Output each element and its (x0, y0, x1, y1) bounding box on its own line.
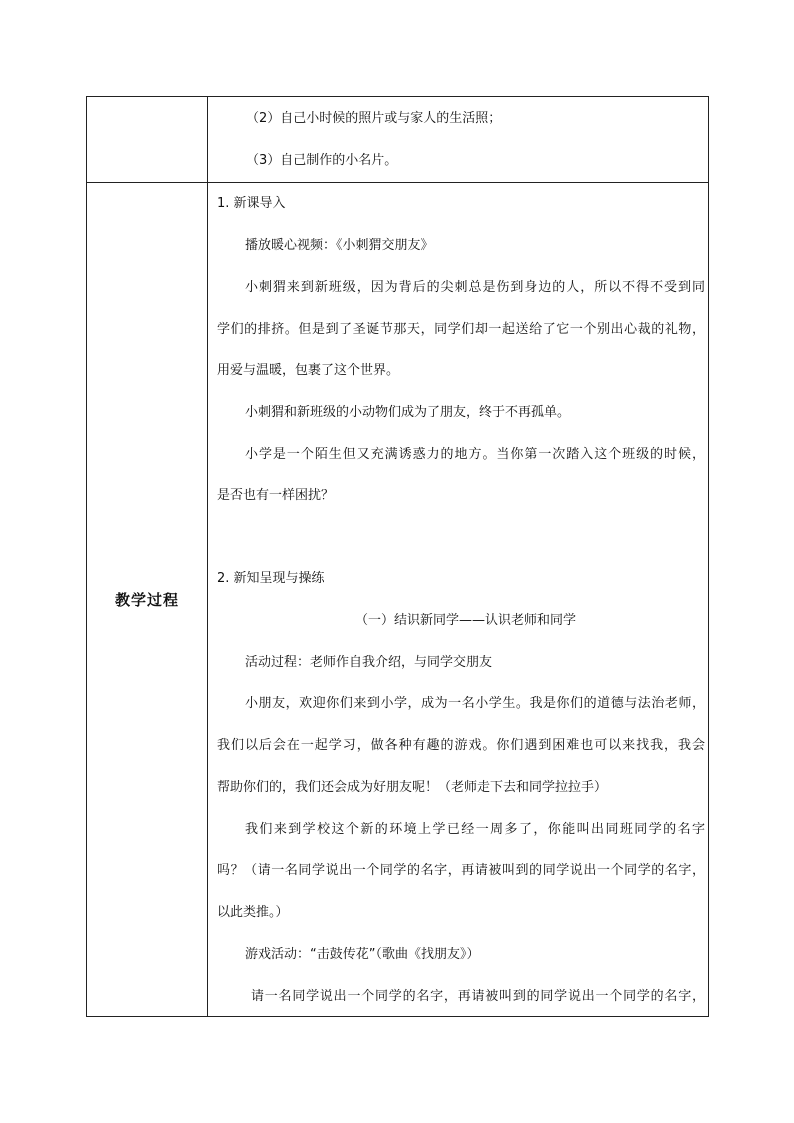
teaching-process-label-cell (87, 183, 208, 1017)
material-item-3: （3）自己制作的小名片。 (246, 153, 398, 168)
video-line: 播放暖心视频：《小刺猬交朋友》 (245, 238, 434, 253)
paragraph-line: 是否也有一样困扰？ (217, 488, 335, 503)
paragraph-line: 我们来到学校这个新的环境上学已经一周多了，你能叫出同班同学的名字 (245, 822, 705, 837)
materials-label-cell (87, 97, 208, 183)
paragraph-line: 吗？（请一名同学说出一个同学的名字，再请被叫到的同学说出一个同学的名字， (217, 863, 705, 878)
materials-row (87, 97, 709, 183)
teaching-process-content-cell (208, 183, 709, 1017)
paragraph-line: 小刺猬和新班级的小动物们成为了朋友，终于不再孤单。 (245, 405, 571, 420)
teaching-process-label: 教学过程 (114, 591, 179, 609)
paragraph-line: 请一名同学说出一个同学的名字，再请被叫到的同学说出一个同学的名字， (251, 989, 705, 1004)
paragraph-line: 我们以后会在一起学习，做各种有趣的游戏。你们遇到困难也可以来找我，我会 (217, 738, 705, 753)
paragraph-line: 用爱与温暖，包裹了这个世界。 (217, 363, 400, 378)
paragraph-line: 以此类推。） (217, 905, 289, 920)
material-item-2: （2）自己小时候的照片或与家人的生活照； (246, 111, 502, 126)
paragraph-line: 帮助你们的，我们还会成为好朋友呢！（老师走下去和同学拉拉手） (217, 780, 608, 795)
activity-line: 活动过程：老师作自我介绍，与同学交朋友 (245, 655, 493, 670)
paragraph-line: 小学是一个陌生但又充满诱惑力的地方。当你第一次踏入这个班级的时候， (245, 447, 705, 462)
materials-content-cell (208, 97, 709, 183)
subsection-title: （一）结识新同学——认识老师和同学 (355, 613, 577, 628)
section-heading-intro: 1. 新课导入 (217, 196, 286, 211)
section-heading-new-knowledge: 2. 新知呈现与操练 (217, 571, 325, 586)
paragraph-line: 学们的排挤。但是到了圣诞节那天，同学们却一起送给了它一个别出心裁的礼物， (217, 322, 705, 337)
teaching-process-row (87, 183, 709, 1017)
paragraph-line: 小朋友，欢迎你们来到小学，成为一名小学生。我是你们的道德与法治老师， (245, 696, 705, 711)
paragraph-line: 小刺猬来到新班级，因为背后的尖刺总是伤到身边的人，所以不得不受到同 (245, 280, 705, 295)
game-activity-line: 游戏活动：“击鼓传花”（歌曲《找朋友》） (245, 947, 480, 962)
lesson-plan-table (86, 96, 709, 1017)
